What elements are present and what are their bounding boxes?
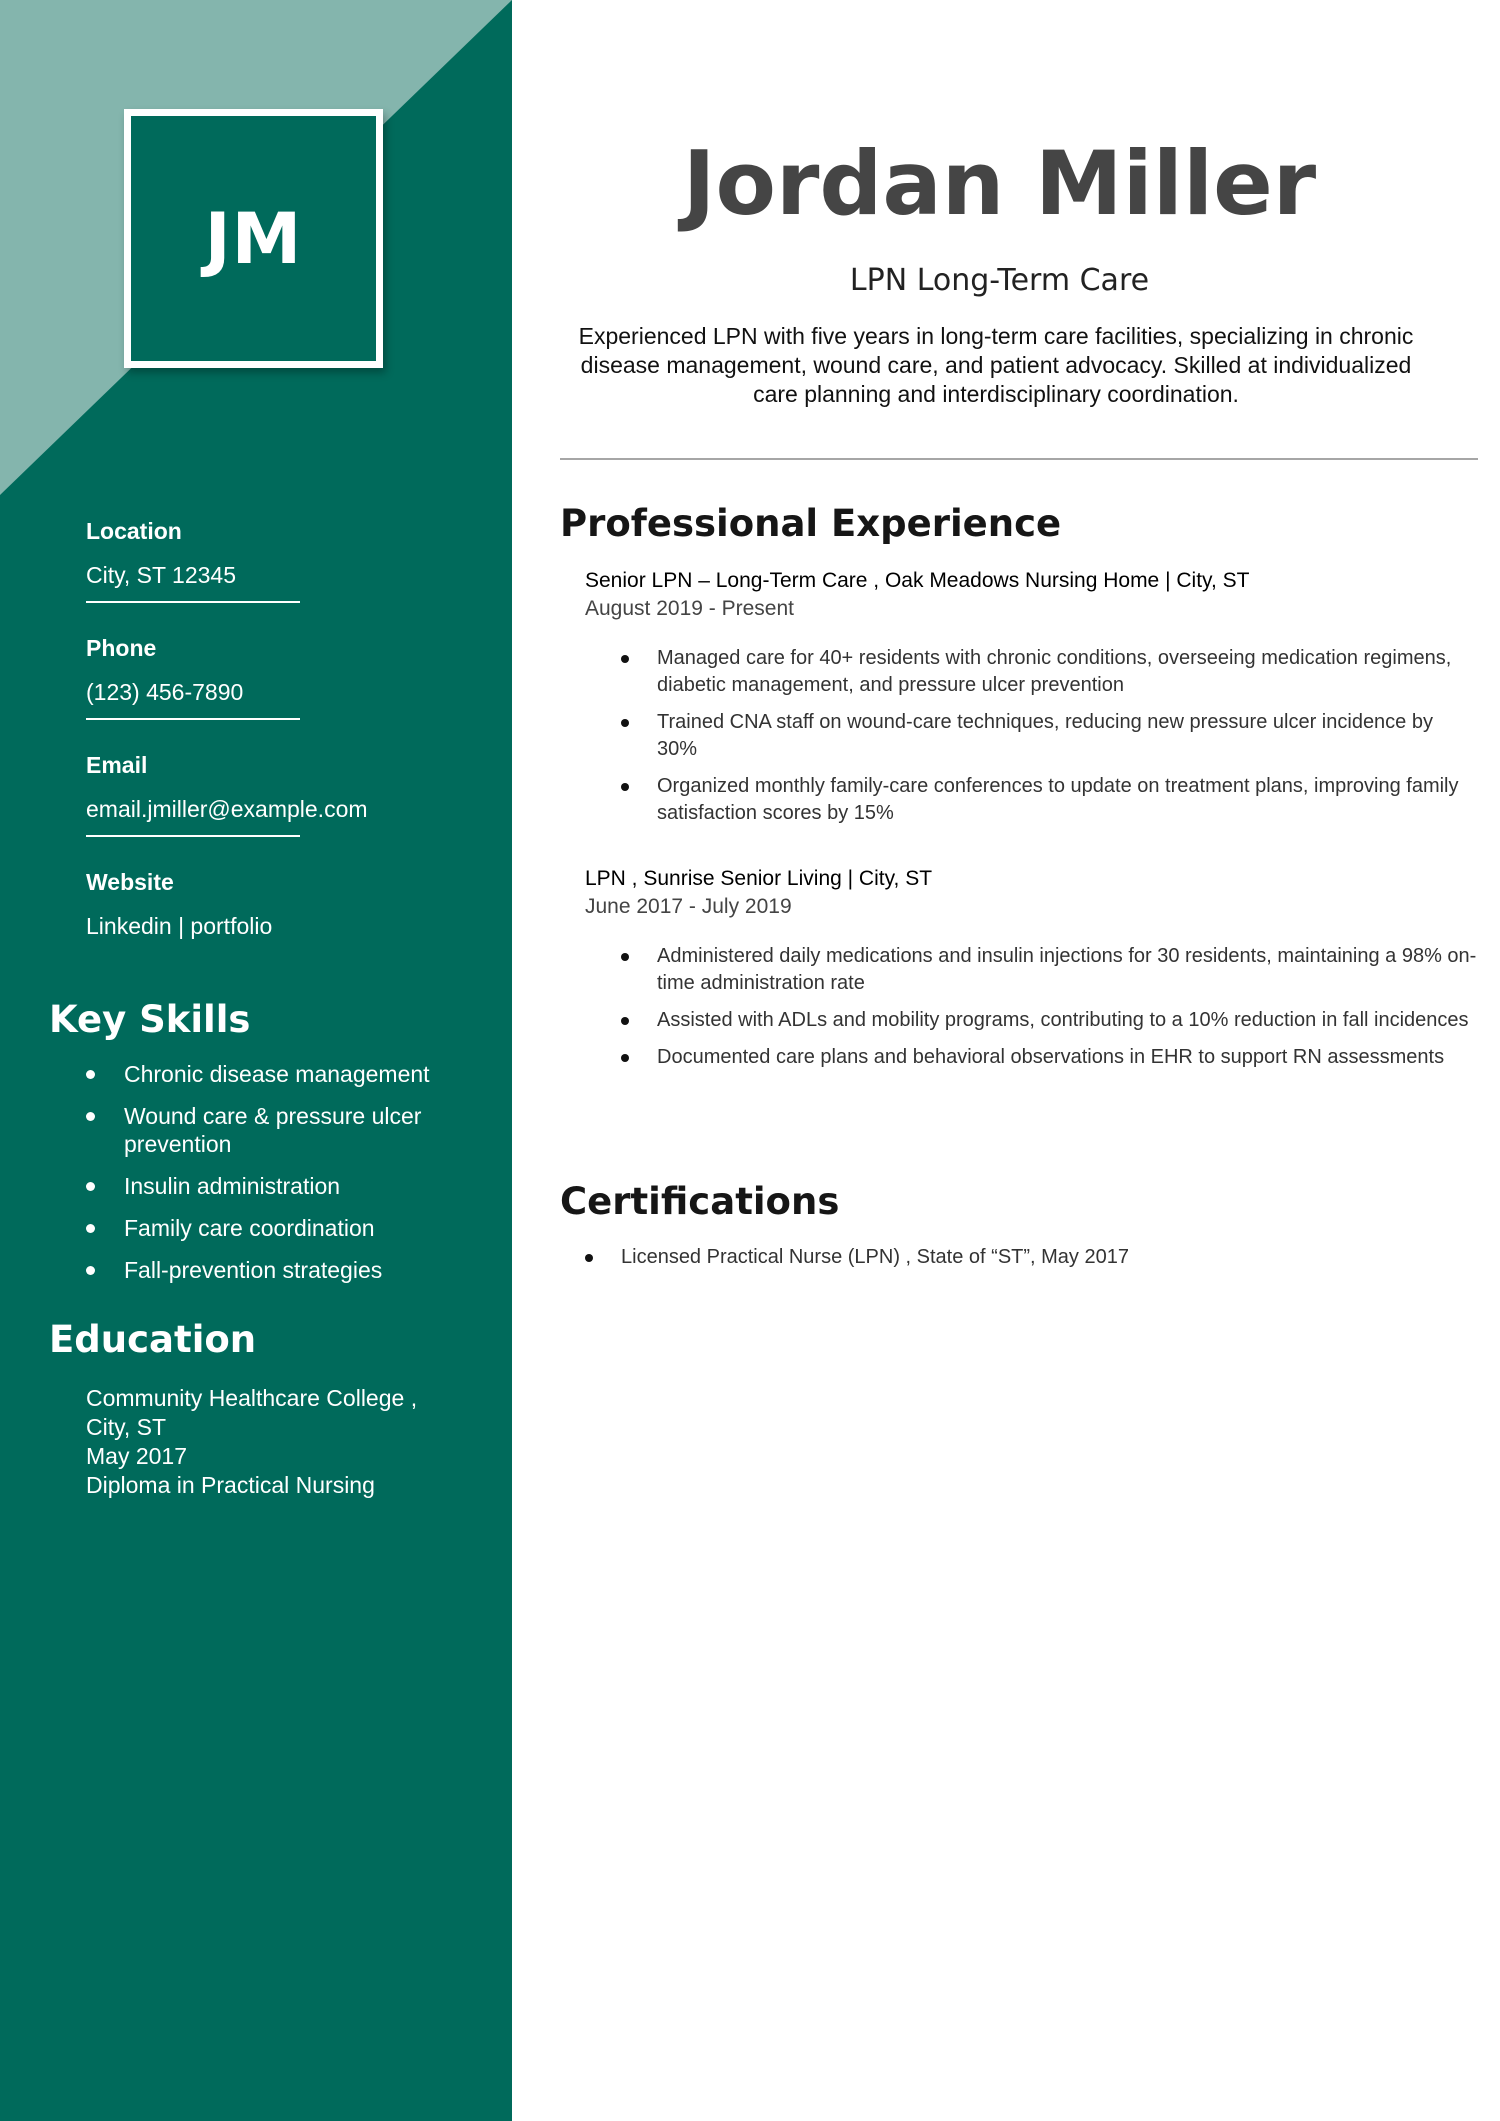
bullet-icon — [86, 1266, 95, 1275]
email-value: email.jmiller@example.com — [86, 796, 368, 822]
education-degree: Diploma in Practical Nursing — [86, 1472, 375, 1498]
key-skills-heading: Key Skills — [49, 998, 251, 1041]
bullet-text: Documented care plans and behavioral observations in EHR to support RN assessments — [657, 1046, 1445, 1068]
candidate-title: LPN Long-Term Care — [849, 263, 1150, 298]
skill-item — [86, 1172, 496, 1200]
job-entry — [585, 865, 1478, 1081]
job-dates: June 2017 - July 2019 — [585, 895, 792, 918]
certification-text: Licensed Practical Nurse (LPN) , State of “ST”, May 2017 — [621, 1246, 1129, 1268]
job-bullet — [585, 709, 1478, 763]
job-bullets — [585, 943, 1478, 1071]
bullet-icon — [86, 1112, 95, 1121]
header-divider — [560, 458, 1478, 460]
bullet-icon — [621, 953, 629, 961]
sidebar — [0, 0, 512, 2121]
bullet-icon — [621, 1017, 629, 1025]
certification-item — [585, 1244, 1478, 1271]
certifications-list — [585, 1244, 1478, 1271]
experience-heading: Professional Experience — [560, 502, 1062, 545]
education-school: Community Healthcare College , — [86, 1385, 418, 1411]
job-bullet — [585, 773, 1478, 827]
bullet-text: Administered daily medications and insulin injections for 30 residents, maintaining a 98% on-time administration rate — [657, 945, 1477, 994]
education-heading: Education — [49, 1318, 257, 1361]
contact-location — [86, 515, 486, 632]
skill-item — [86, 1214, 496, 1242]
contact-section — [86, 515, 486, 983]
bullet-text: Trained CNA staff on wound-care techniques, reducing new pressure ulcer incidence by 30% — [657, 711, 1433, 760]
job-heading: LPN , Sunrise Senior Living | City, ST — [585, 867, 933, 890]
job-bullet — [585, 645, 1478, 699]
bullet-text: Managed care for 40+ residents with chronic conditions, overseeing medication regimens, diabetic management, and pressure ulcer prevention — [657, 647, 1452, 696]
phone-value: (123) 456-7890 — [86, 679, 244, 705]
certifications-heading: Certifications — [560, 1180, 840, 1223]
skill-item — [86, 1060, 496, 1088]
profile-summary: Experienced LPN with five years in long-term care facilities, specializing in chronic disease management, wound care, and patient advocacy. Skilled at individualized care planning and interdisciplinary coordination. — [578, 323, 1414, 407]
bullet-icon — [621, 783, 629, 791]
bullet-icon — [621, 655, 629, 663]
skills-list — [86, 1060, 496, 1298]
skill-item — [86, 1256, 496, 1284]
skill-text: Fall-prevention strategies — [124, 1257, 383, 1283]
bullet-icon — [86, 1070, 95, 1079]
contact-label: Phone — [86, 635, 157, 661]
bullet-icon — [86, 1224, 95, 1233]
job-heading: Senior LPN – Long-Term Care , Oak Meadows Nursing Home | City, ST — [585, 569, 1250, 592]
education-section — [86, 1384, 486, 1500]
job-bullet — [585, 943, 1478, 997]
bullet-icon — [621, 1054, 629, 1062]
contact-label: Location — [86, 518, 182, 544]
contact-divider — [86, 718, 300, 720]
skill-text: Family care coordination — [124, 1215, 375, 1241]
job-entry — [585, 567, 1478, 837]
bullet-text: Assisted with ADLs and mobility programs, contributing to a 10% reduction in fall incidences — [657, 1009, 1469, 1031]
contact-label: Email — [86, 752, 148, 778]
bullet-icon — [86, 1182, 95, 1191]
education-location: City, ST — [86, 1414, 167, 1440]
contact-label: Website — [86, 869, 174, 895]
job-bullet — [585, 1007, 1478, 1034]
contact-email — [86, 749, 486, 866]
job-dates: August 2019 - Present — [585, 597, 794, 620]
bullet-text: Organized monthly family-care conferences to update on treatment plans, improving family satisfaction scores by 15% — [657, 775, 1459, 824]
bullet-icon — [585, 1254, 593, 1262]
job-bullet — [585, 1044, 1478, 1071]
location-value: City, ST 12345 — [86, 562, 237, 588]
contact-phone — [86, 632, 486, 749]
candidate-name: Jordan Miller — [682, 132, 1317, 235]
website-value: Linkedin | portfolio — [86, 913, 273, 939]
education-date: May 2017 — [86, 1443, 188, 1469]
contact-website — [86, 866, 486, 983]
skill-text: Wound care & pressure ulcer prevention — [124, 1103, 422, 1157]
bullet-icon — [621, 719, 629, 727]
contact-divider — [86, 835, 300, 837]
skill-item — [86, 1102, 496, 1158]
contact-divider — [86, 601, 300, 603]
job-bullets — [585, 645, 1478, 827]
skill-text: Chronic disease management — [124, 1061, 430, 1087]
monogram-initials: JM — [204, 197, 303, 280]
skill-text: Insulin administration — [124, 1173, 341, 1199]
monogram-badge — [124, 109, 383, 368]
